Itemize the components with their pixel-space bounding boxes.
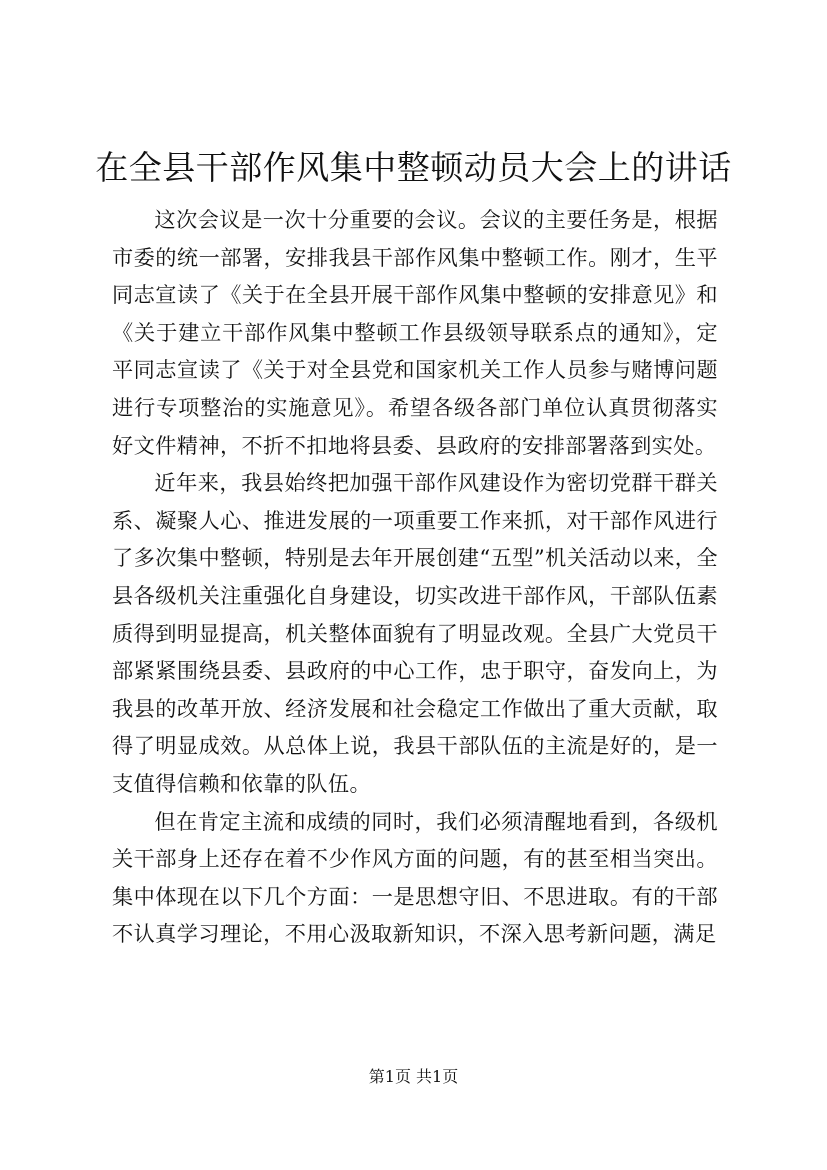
paragraph-2: 近年来，我县始终把加强干部作风建设作为密切党群干群关系、凝聚人心、推进发展的一项重要工作来抓，对干部作风进行了多次集中整顿，特别是去年开展创建“五型”机关活动以来，全县各级机关注重强化自身建设，切实改进干部作风，干部队伍素质得到明显提高，机关整体面貌有了明显改观。全县广大党员干部紧紧围绕县委、县政府的中心工作，忠于职守，奋发向上，为我县的改革开放、经济发展和社会稳定工作做出了重大贡献，取得了明显成效。从总体上说，我县干部队伍的主流是好的，是一支值得信赖和依靠的队伍。 — [112, 470, 718, 796]
paragraph-1: 这次会议是一次十分重要的会议。会议的主要任务是，根据市委的统一部署，安排我县干部作风集中整顿工作。刚才，生平同志宣读了《关于在全县开展干部作风集中整顿的安排意见》和《关于建立干部作风集中整顿工作县级领导联系点的通知》，定平同志宣读了《关于对全县党和国家机关工作人员参与赌博问题进行专项整治的实施意见》。希望各级各部门单位认真贯彻落实好文件精神，不折不扣地将县委、县政府的安排部署落到实处。 — [112, 207, 718, 458]
paragraph-3: 但在肯定主流和成绩的同时，我们必须清醒地看到，各级机关干部身上还存在着不少作风方面的问题，有的甚至相当突出。集中体现在以下几个方面：一是思想守旧、不思进取。有的干部不认真学习理论，不用心汲取新知识，不深入思考新问题，满足 — [112, 808, 718, 947]
document-body — [112, 201, 718, 953]
page-footer: 第1页 共1页 — [368, 1067, 459, 1086]
document-title: 在全县干部作风集中整顿动员大会上的讲话 — [95, 148, 732, 187]
